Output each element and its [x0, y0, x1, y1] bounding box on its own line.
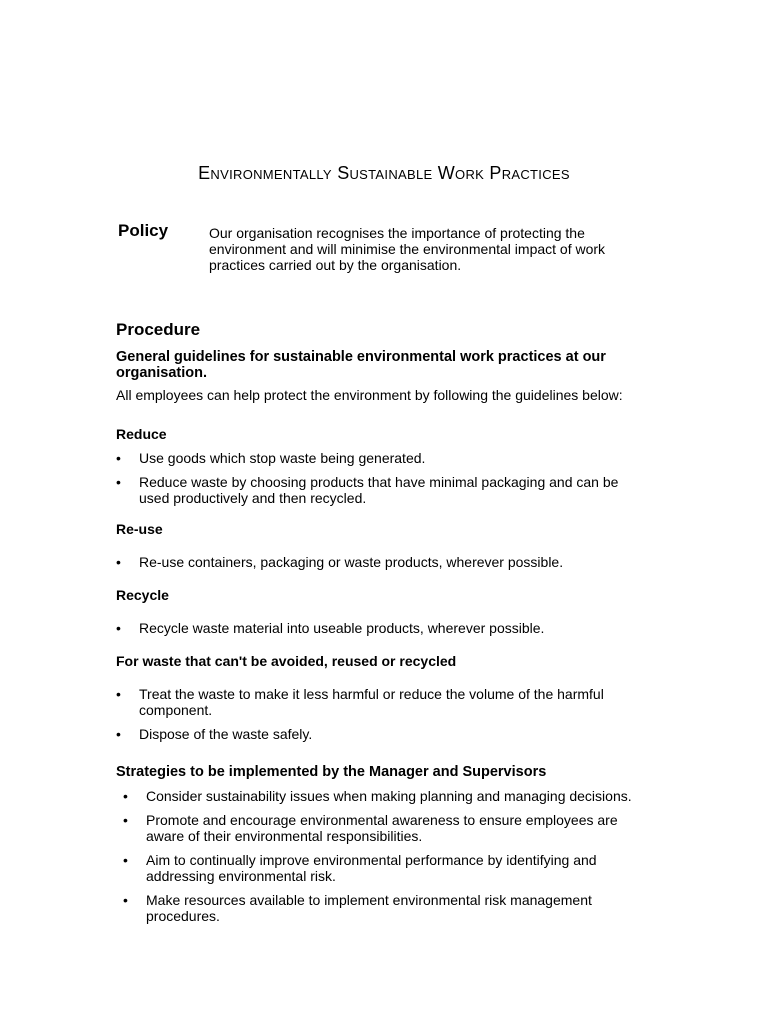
list-item: • Aim to continually improve environmental performance by identifying and addressing environmental risk.	[123, 852, 597, 884]
list-item: • Consider sustainability issues when making planning and managing decisions.	[123, 788, 632, 804]
page-title: Environmentally Sustainable Work Practices	[198, 163, 570, 183]
bullet-icon: •	[123, 892, 128, 908]
bullet-icon: •	[116, 474, 121, 490]
list-item: • Promote and encourage environmental awareness to ensure employees are aware of their environmental responsibilities.	[123, 812, 618, 844]
bullet-icon: •	[116, 686, 121, 702]
procedure-heading: Procedure	[116, 320, 201, 339]
recycle-heading: Recycle	[116, 587, 169, 603]
bullet-icon: •	[123, 852, 128, 868]
bullet-icon: •	[116, 450, 121, 466]
list-item: • Reduce waste by choosing products that have minimal packaging and can be used productively and then recycled.	[116, 474, 619, 506]
list-item: • Dispose of the waste safely.	[116, 726, 313, 742]
list-item: • Use goods which stop waste being generated.	[116, 450, 426, 466]
policy-label: Policy	[118, 221, 169, 240]
reuse-heading: Re-use	[116, 521, 163, 537]
policy-text: Our organisation recognises the importance of protecting the environment and will minimise the environmental impact of work practices carried out by the organisation.	[209, 225, 606, 273]
guidelines-heading: General guidelines for sustainable environmental work practices at our organisation.	[116, 349, 606, 381]
recycle-list	[116, 620, 639, 644]
strategies-list	[123, 788, 646, 932]
waste-list	[116, 686, 639, 750]
guidelines-intro: All employees can help protect the environment by following the guidelines below:	[116, 387, 623, 403]
list-item: • Make resources available to implement environmental risk management procedures.	[123, 892, 592, 924]
reuse-list	[116, 554, 639, 578]
bullet-icon: •	[116, 554, 121, 570]
list-item: • Re-use containers, packaging or waste products, wherever possible.	[116, 554, 564, 570]
bullet-icon: •	[123, 812, 128, 828]
list-item: • Treat the waste to make it less harmful or reduce the volume of the harmful component.	[116, 686, 604, 718]
reduce-heading: Reduce	[116, 426, 167, 442]
waste-heading: For waste that can't be avoided, reused or recycled	[116, 653, 457, 669]
strategies-heading: Strategies to be implemented by the Manager and Supervisors	[116, 764, 547, 780]
bullet-icon: •	[116, 620, 121, 636]
bullet-icon: •	[123, 788, 128, 804]
bullet-icon: •	[116, 726, 121, 742]
list-item: • Recycle waste material into useable products, wherever possible.	[116, 620, 545, 636]
reduce-list	[116, 450, 639, 514]
